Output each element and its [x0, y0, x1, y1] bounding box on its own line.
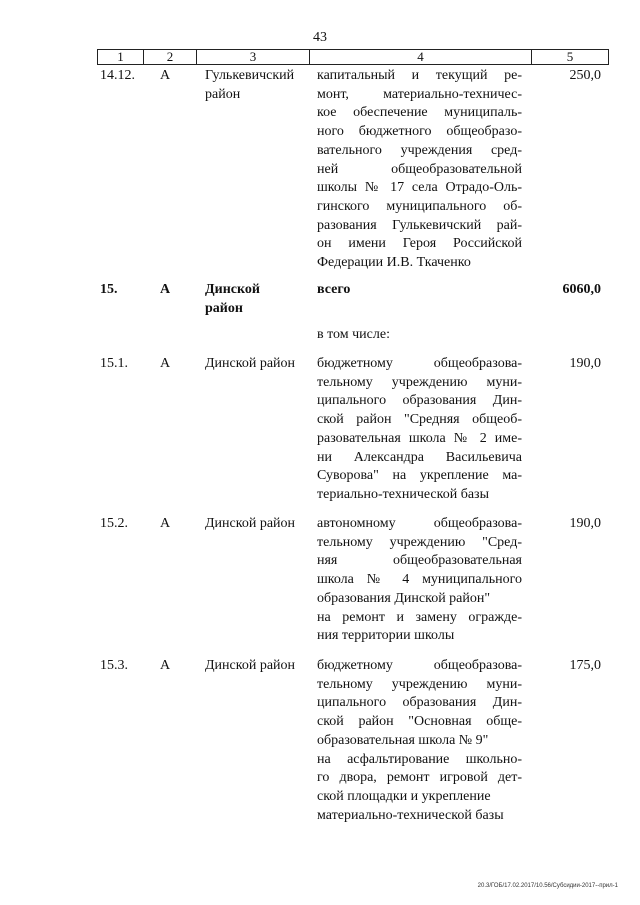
- row-letter: А: [160, 516, 171, 531]
- description-line: разовательная школа № 2 име-: [317, 430, 522, 446]
- row-amount: 190,0: [569, 516, 601, 531]
- description-line: гинского муниципального об-: [317, 198, 522, 214]
- including-label: в том числе:: [317, 327, 390, 342]
- row-number: 15.3.: [100, 658, 128, 673]
- description-line: он имени Героя Российской: [317, 236, 522, 252]
- description-line: няя общеобразовательная: [317, 553, 522, 569]
- description-line: капитальный и текущий ре-: [317, 68, 522, 83]
- footer-code: 20.3/ГОБ/17.02.2017/10.56/Субсидии-2017--прил-1: [477, 883, 618, 889]
- description-line: ного бюджетного общеобразо-: [317, 124, 522, 140]
- header-col-5: 5: [566, 49, 574, 64]
- row-letter: А: [160, 68, 171, 83]
- description-line: на ремонт и замену огражде-: [317, 609, 522, 625]
- description-line: образования Динской район": [317, 590, 491, 606]
- row-description: [317, 657, 522, 825]
- header-col-3: 3: [197, 50, 310, 64]
- row-amount: 6060,0: [562, 282, 601, 297]
- description-line: образовательная школа № 9": [317, 732, 489, 748]
- page-number: 43: [313, 30, 327, 45]
- description-line: ципального образования Дин-: [317, 393, 522, 409]
- header-col-4: 4: [310, 50, 532, 64]
- row-description: [317, 355, 522, 505]
- description-line: тельному учреждению "Сред-: [317, 534, 522, 550]
- description-line: ской район "Средняя общеоб-: [317, 412, 522, 428]
- row-description: [317, 67, 522, 273]
- description-line: на асфальтирование школьно-: [317, 751, 522, 767]
- header-col-1: 1: [98, 50, 144, 64]
- description-line: бюджетному общеобразова-: [317, 356, 522, 371]
- row-amount: 190,0: [569, 356, 601, 371]
- description-line: разования Гулькевичский рай-: [317, 217, 522, 233]
- table-header-row: [97, 49, 609, 65]
- row-letter: А: [160, 282, 171, 297]
- description-line: бюджетному общеобразова-: [317, 658, 522, 673]
- description-line: тельному учреждению муни-: [317, 374, 522, 390]
- district-line: Гулькевичский: [205, 68, 295, 83]
- description-line: монт, материально-техничес-: [317, 86, 522, 102]
- description-line: ней общеобразовательной: [317, 161, 522, 177]
- description-line: кое обеспечение муниципаль-: [317, 105, 522, 121]
- description-line: териально-технической базы: [317, 486, 489, 502]
- row-description: [317, 515, 522, 646]
- row-district: [205, 281, 315, 318]
- description-line: автономному общеобразова-: [317, 516, 522, 531]
- description-line: вательного учреждения сред-: [317, 142, 522, 158]
- description-line: ципального образования Дин-: [317, 695, 522, 711]
- description-line: ской площадки и укрепление: [317, 788, 491, 804]
- district-line: район: [205, 300, 243, 316]
- row-amount: 175,0: [569, 658, 601, 673]
- row-number: 15.2.: [100, 516, 128, 531]
- row-letter: А: [160, 356, 171, 371]
- description-line: тельному учреждению муни-: [317, 676, 522, 692]
- description-line: ской район "Основная обще-: [317, 714, 522, 730]
- district-line: Динской: [205, 282, 260, 297]
- description-line: школа № 4 муниципального: [317, 572, 522, 588]
- header-col-2: 2: [144, 50, 197, 64]
- row-number: 15.1.: [100, 356, 128, 371]
- row-district: Динской район: [205, 356, 296, 371]
- row-number: 14.12.: [100, 68, 135, 83]
- description-line: Суворова" на укрепление ма-: [317, 468, 522, 484]
- description-line: школы № 17 села Отрадо-Оль-: [317, 180, 522, 196]
- row-amount: 250,0: [569, 68, 601, 83]
- row-letter: А: [160, 658, 171, 673]
- row-description: всего: [317, 282, 351, 297]
- row-district: [205, 67, 315, 104]
- row-number: 15.: [100, 282, 118, 297]
- row-district: Динской район: [205, 658, 296, 673]
- description-line: материально-технической базы: [317, 807, 504, 823]
- description-line: го двора, ремонт игровой дет-: [317, 770, 522, 786]
- description-line: ни Александра Васильевича: [317, 449, 522, 465]
- row-district: Динской район: [205, 516, 296, 531]
- district-line: район: [205, 86, 241, 102]
- description-line: Федерации И.В. Ткаченко: [317, 255, 471, 271]
- description-line: ния территории школы: [317, 628, 455, 644]
